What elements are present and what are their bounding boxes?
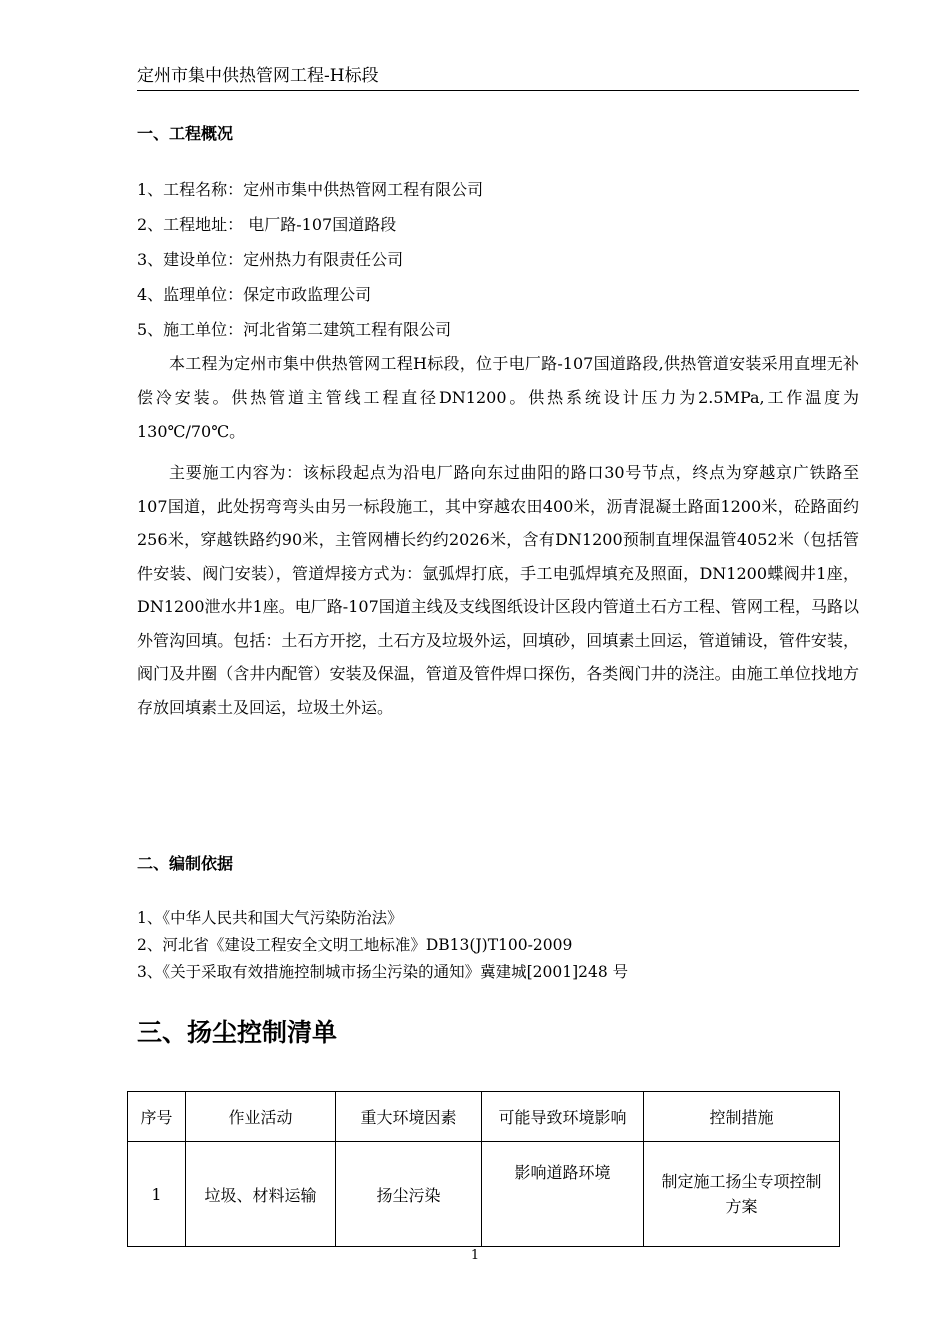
page-header: 定州市集中供热管网工程-H标段	[137, 66, 859, 91]
section-heading-basis: 二、编制依据	[137, 854, 234, 873]
column-header: 控制措施	[644, 1092, 840, 1142]
table-cell: 垃圾、材料运输	[186, 1142, 336, 1247]
list-item: 3、建设单位：定州热力有限责任公司	[137, 250, 404, 269]
section-heading-dust-control: 三、扬尘控制清单	[137, 1018, 338, 1047]
table-cell: 扬尘污染	[336, 1142, 482, 1247]
column-header: 序号	[128, 1092, 186, 1142]
list-item: 5、施工单位：河北省第二建筑工程有限公司	[137, 320, 452, 339]
list-item: 3、《关于采取有效措施控制城市扬尘污染的通知》冀建城[2001]248 号	[137, 963, 629, 981]
column-header: 作业活动	[186, 1092, 336, 1142]
table-cell: 影响道路环境	[482, 1142, 644, 1247]
table-cell: 1	[128, 1142, 186, 1247]
table-cell: 制定施工扬尘专项控制方案	[644, 1142, 840, 1247]
paragraph-construction-scope: 主要施工内容为：该标段起点为沿电厂路向东过曲阳的路口30号节点，终点为穿越京广铁路至107国道，此处拐弯弯头由另一标段施工，其中穿越农田400米，沥青混凝土路面1200米，砼路面约256米，穿越铁路约90米，主管网槽长约约2026米，含有DN1200预制直埋保温管4052米（包括管件安装、阀门安装），管道焊接方式为：氩弧焊打底，手工电弧焊填充及照面，DN1200蝶阀井1座，DN1200泄水井1座。电厂路-107国道主线及支线图纸设计区段内管道土石方工程、管网工程，马路以外管沟回填。包括：土石方开挖，土石方及垃圾外运，回填砂，回填素土回运，管道铺设，管件安装，阀门及井圈（含井内配管）安装及保温，管道及管件焊口探伤，各类阀门井的浇注。由施工单位找地方存放回填素土及回运，垃圾土外运。	[137, 463, 859, 717]
paragraph-project-description: 本工程为定州市集中供热管网工程H标段，位于电厂路-107国道路段,供热管道安装采用直埋无补偿冷安装。供热管道主管线工程直径DN1200。供热系统设计压力为2.5MPa,工作温度为130℃/70℃。	[137, 354, 859, 441]
list-item: 2、河北省《建设工程安全文明工地标准》DB13(J)T100-2009	[137, 936, 573, 954]
list-item: 2、工程地址： 电厂路-107国道路段	[137, 215, 397, 234]
column-header: 重大环境因素	[336, 1092, 482, 1142]
project-info-list	[137, 172, 483, 347]
dust-control-table	[127, 1091, 840, 1247]
list-item: 1、《中华人民共和国大气污染防治法》	[137, 909, 403, 927]
section-heading-overview: 一、工程概况	[137, 124, 234, 143]
table-row	[128, 1142, 840, 1247]
page-number: 1	[470, 1248, 480, 1263]
column-header: 可能导致环境影响	[482, 1092, 644, 1142]
reference-list	[137, 905, 628, 986]
table-header-row	[128, 1092, 840, 1142]
list-item: 1、工程名称：定州市集中供热管网工程有限公司	[137, 180, 484, 199]
list-item: 4、监理单位：保定市政监理公司	[137, 285, 372, 304]
